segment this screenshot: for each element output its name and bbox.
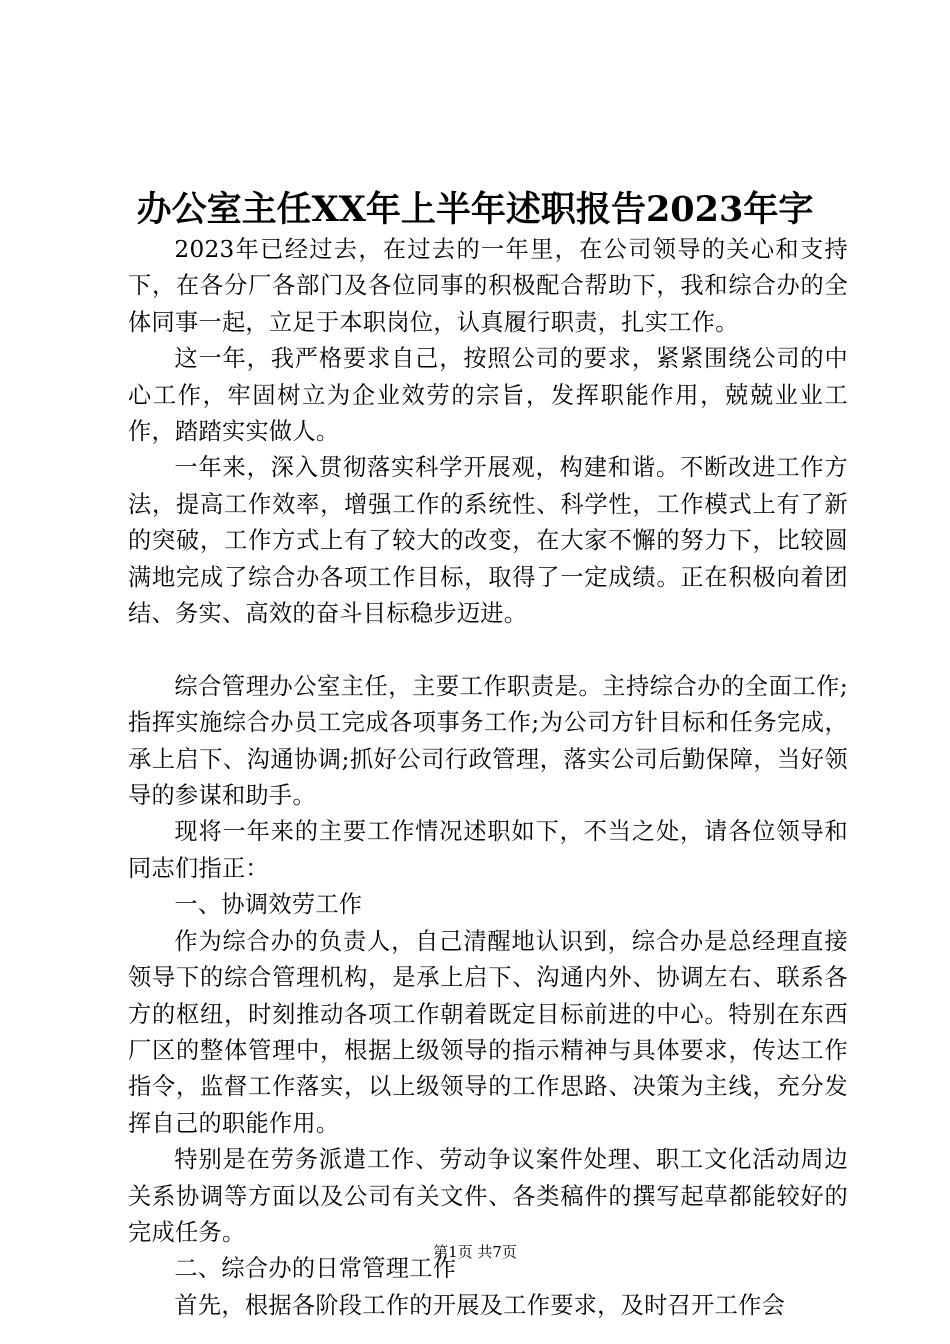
paragraph-intro: 2023年已经过去，在过去的一年里，在公司领导的关心和支持下，在各分厂各部门及各位同事的积极配合帮助下，我和综合办的全体同事一起，立足于本职岗位，认真履行职责，扎实工作。 (128, 236, 848, 336)
section-heading-coordination: 一、协调效劳工作 (174, 891, 363, 919)
paragraph-duties: 综合管理办公室主任，主要工作职责是。主持综合办的全面工作;指挥实施综合办员工完成各项事务工作;为公司方针目标和任务完成，承上启下、沟通协调;抓好公司行政管理，落实公司后勤保障，当好领导的参谋和助手。 (128, 672, 848, 810)
paragraph-coordination: 作为综合办的负责人，自己清醒地认识到，综合办是总经理直接领导下的综合管理机构，是承上启下、沟通内外、协调左右、联系各方的枢纽，时刻推动各项工作朝着既定目标前进的中心。特别在东西厂区的整体管理中，根据上级领导的指示精神与具体要求，传达工作指令，监督工作落实，以上级领导的工作思路、决策为主线，充分发挥自己的职能作用。 (128, 927, 848, 1137)
document-title: 办公室主任XX年上半年述职报告2023年字 (136, 189, 814, 230)
paragraph-achievements: 一年来，深入贯彻落实科学开展观，构建和谐。不断改进工作方法，提高工作效率，增强工作的系统性、科学性，工作模式上有了新的突破，工作方式上有了较大的改变，在大家不懈的努力下，比较圆满地完成了综合办各项工作目标，取得了一定成绩。正在积极向着团结、务实、高效的奋斗目标稳步迈进。 (128, 454, 848, 628)
paragraph-spacer (128, 632, 848, 668)
paragraph-this-year: 这一年，我严格要求自己，按照公司的要求，紧紧围绕公司的中心工作，牢固树立为企业效劳的宗旨，发挥职能作用，兢兢业业工作，踏踏实实做人。 (128, 345, 848, 446)
document-body (128, 232, 848, 1324)
page-number: 第1页 共7页 (433, 1243, 517, 1261)
section-heading-daily-management: 二、综合办的日常管理工作 (174, 1255, 457, 1283)
paragraph-special-tasks: 特别是在劳务派遣工作、劳动争议案件处理、职工文化活动周边关系协调等方面以及公司有关文件、各类稿件的撰写起草都能较好的完成任务。 (128, 1146, 848, 1246)
paragraph-report-intro: 现将一年来的主要工作情况述职如下，不当之处，请各位领导和同志们指正： (128, 818, 848, 882)
paragraph-daily-management: 首先，根据各阶段工作的开展及工作要求，及时召开工作会 (174, 1291, 786, 1319)
